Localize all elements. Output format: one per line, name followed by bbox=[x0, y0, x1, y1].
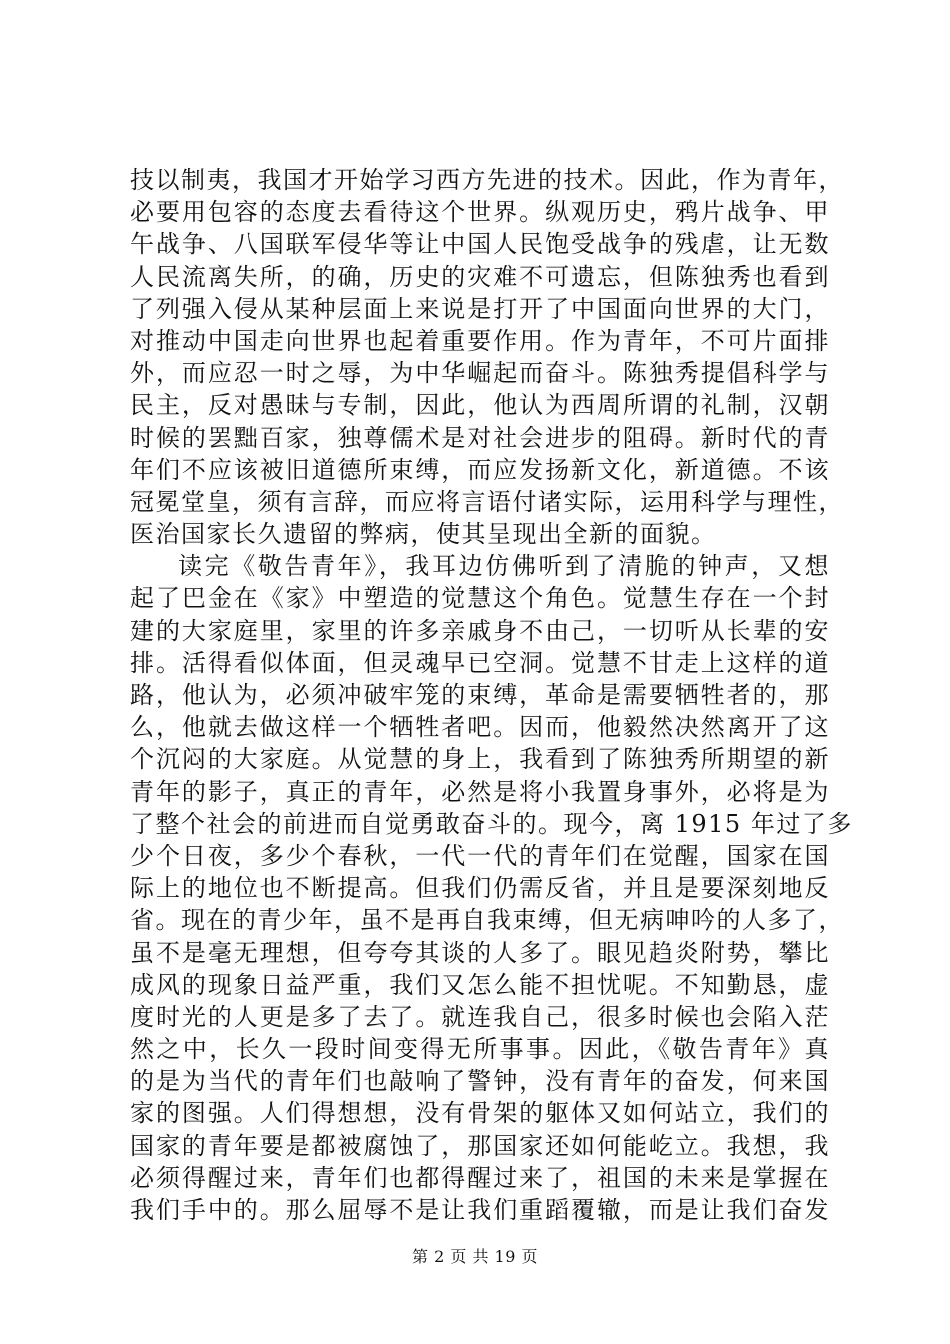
text-line: 建的大家庭里，家里的许多亲戚身不由己，一切听从长辈的安 bbox=[130, 616, 830, 645]
text-line: 民主，反对愚昧与专制，因此，他认为西周所谓的礼制，汉朝 bbox=[130, 391, 830, 420]
text-line: 际上的地位也不断提高。但我们仍需反省，并且是要深刻地反 bbox=[130, 874, 830, 903]
text-line: 国家的青年要是都被腐蚀了，那国家还如何能屹立。我想，我 bbox=[130, 1131, 830, 1160]
text-line: 必要用包容的态度去看待这个世界。纵观历史，鸦片战争、甲 bbox=[130, 198, 830, 227]
text-line: 人民流离失所，的确，历史的灾难不可遗忘，但陈独秀也看到 bbox=[130, 262, 830, 291]
text-line: 然之中，长久一段时间变得无所事事。因此，《敬告青年》真 bbox=[130, 1035, 830, 1064]
text-line: 医治国家长久遗留的弊病，使其呈现出全新的面貌。 bbox=[130, 520, 717, 549]
text-line: 了整个社会的前进而自觉勇敢奋斗的。现今，离 1915 年过了多 bbox=[130, 809, 853, 838]
document-body bbox=[130, 164, 853, 1226]
text-line: 青年的影子，真正的青年，必然是将小我置身事外，必将是为 bbox=[130, 777, 830, 806]
text-line: 年们不应该被旧道德所束缚，而应发扬新文化，新道德。不该 bbox=[130, 455, 830, 484]
text-line: 午战争、八国联军侵华等让中国人民饱受战争的残虐，让无数 bbox=[130, 230, 830, 259]
text-line: 少个日夜，多少个春秋，一代一代的青年们在觉醒，国家在国 bbox=[130, 841, 830, 870]
text-line: 度时光的人更是多了去了。就连我自己，很多时候也会陷入茫 bbox=[130, 1002, 830, 1031]
text-line: 排。活得看似体面，但灵魂早已空洞。觉慧不甘走上这样的道 bbox=[130, 648, 830, 677]
text-line: 外，而应忍一时之辱，为中华崛起而奋斗。陈独秀提倡科学与 bbox=[130, 359, 830, 388]
text-line: 必须得醒过来，青年们也都得醒过来了，祖国的未来是掌握在 bbox=[130, 1163, 830, 1192]
text-line: 么，他就去做这样一个牺牲者吧。因而，他毅然决然离开了这 bbox=[130, 713, 830, 742]
text-line: 个沉闷的大家庭。从觉慧的身上，我看到了陈独秀所期望的新 bbox=[130, 745, 830, 774]
text-line: 家的图强。人们得想想，没有骨架的躯体又如何站立，我们的 bbox=[130, 1099, 830, 1128]
text-line: 时候的罢黜百家，独尊儒术是对社会进步的阻碍。新时代的青 bbox=[130, 423, 830, 452]
text-line: 技以制夷，我国才开始学习西方先进的技术。因此，作为青年， bbox=[130, 166, 844, 194]
text-line: 读完《敬告青年》，我耳边仿佛听到了清脆的钟声，又想 bbox=[178, 552, 830, 581]
text-line: 的是为当代的青年们也敲响了警钟，没有青年的奋发，何来国 bbox=[130, 1067, 830, 1096]
page-footer: 第 2 页 共 19 页 bbox=[412, 1247, 538, 1266]
text-line: 路，他认为，必须冲破牢笼的束缚，革命是需要牺牲者的，那 bbox=[130, 681, 830, 709]
text-line: 对推动中国走向世界也起着重要作用。作为青年，不可片面排 bbox=[130, 326, 830, 355]
text-line: 成风的现象日益严重，我们又怎么能不担忧呢。不知勤恳，虚 bbox=[130, 970, 830, 999]
paragraph bbox=[130, 550, 853, 1226]
text-line: 我们手中的。那么屈辱不是让我们重蹈覆辙，而是让我们奋发 bbox=[130, 1196, 830, 1224]
paragraph bbox=[130, 164, 844, 550]
text-line: 了列强入侵从某种层面上来说是打开了中国面向世界的大门， bbox=[130, 294, 830, 323]
text-line: 起了巴金在《家》中塑造的觉慧这个角色。觉慧生存在一个封 bbox=[130, 584, 830, 613]
text-line: 冠冕堂皇，须有言辞，而应将言语付诸实际，运用科学与理性， bbox=[130, 487, 844, 516]
text-line: 虽不是毫无理想，但夸夸其谈的人多了。眼见趋炎附势，攀比 bbox=[130, 938, 830, 967]
text-line: 省。现在的青少年，虽不是再自我束缚，但无病呻吟的人多了， bbox=[130, 906, 844, 935]
